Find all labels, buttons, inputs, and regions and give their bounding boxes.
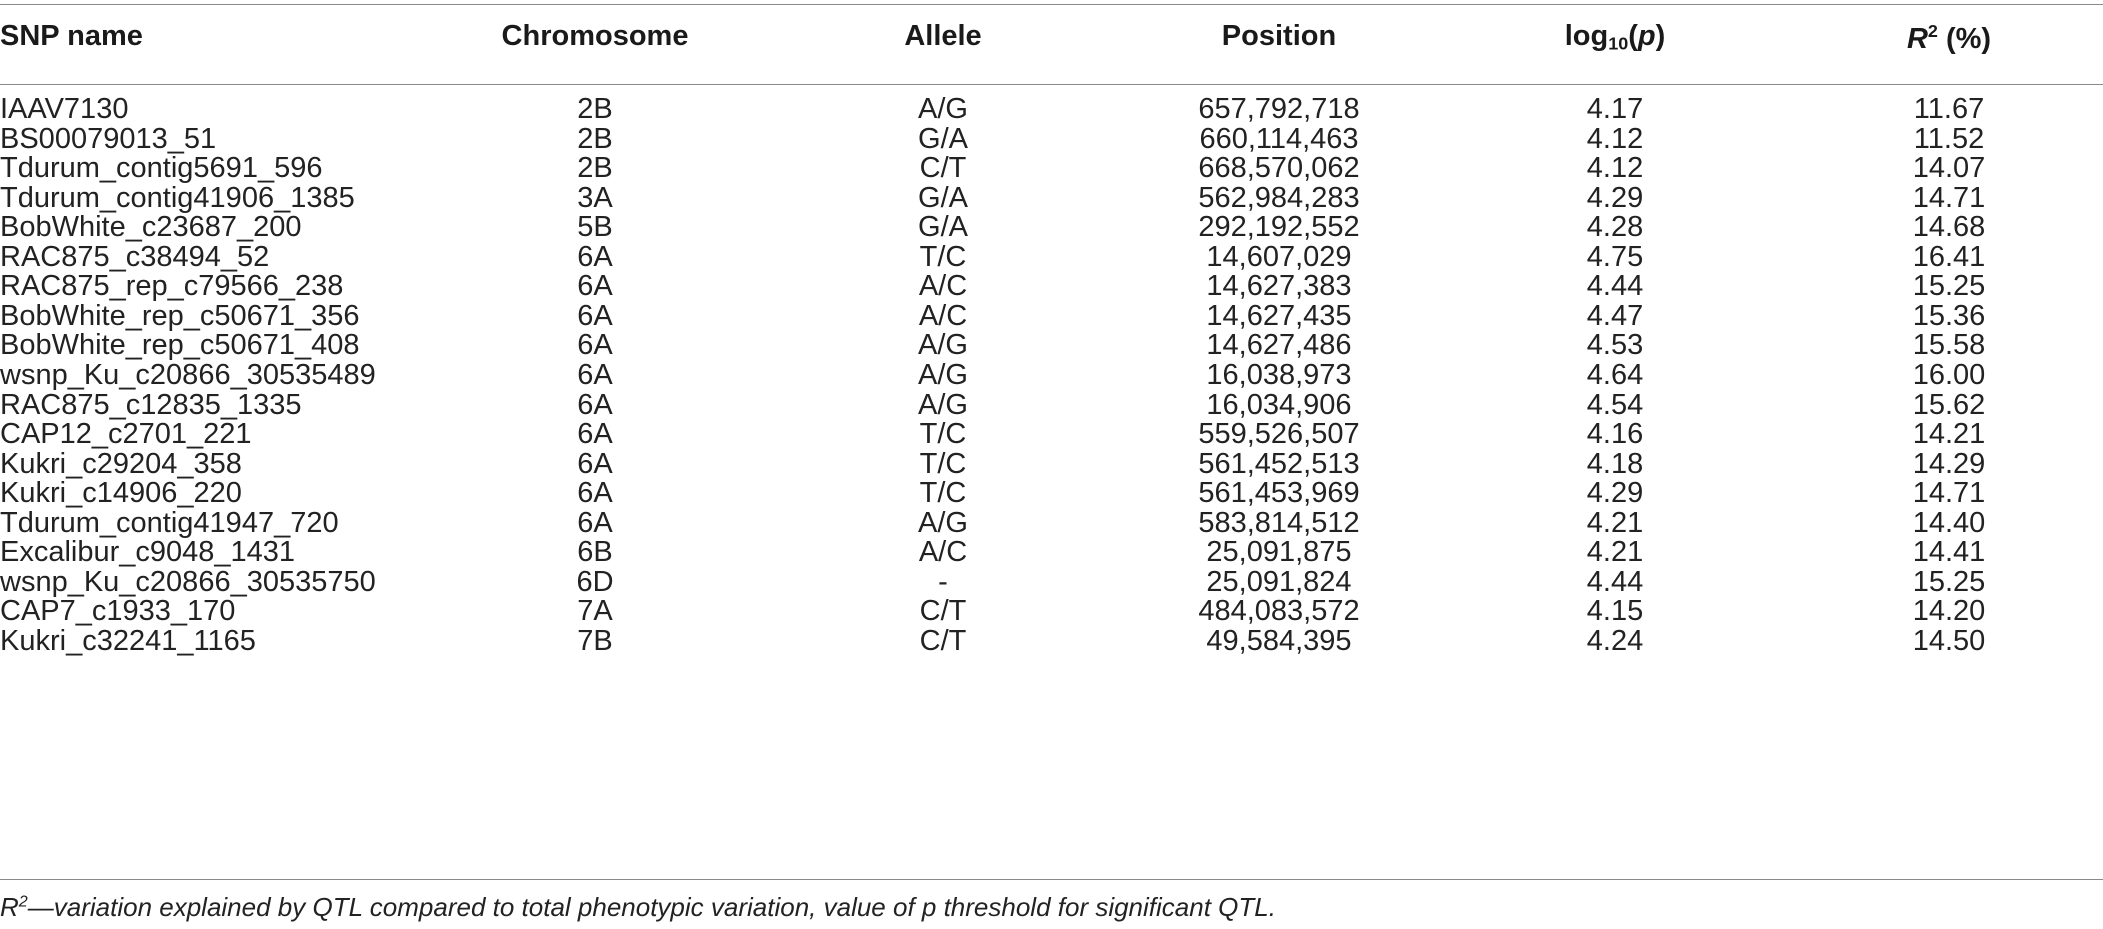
header-rule [0, 84, 2103, 85]
cell-position: 14,627,435 [1206, 299, 1352, 332]
cell-allele: T/C [919, 477, 967, 510]
cell-log-p: 4.18 [1586, 447, 1644, 480]
cell-allele: - [938, 565, 948, 598]
cell-chromosome: 6A [577, 506, 613, 539]
cell-log-p: 4.47 [1586, 299, 1644, 332]
cell-chromosome: 2B [577, 152, 613, 185]
cell-allele: G/A [918, 211, 968, 244]
cell-snp-name: Kukri_c14906_220 [0, 477, 242, 510]
cell-position: 668,570,062 [1198, 152, 1360, 185]
cell-allele: G/A [918, 181, 968, 214]
cell-chromosome: 6A [577, 299, 613, 332]
cell-snp-name: BS00079013_51 [0, 122, 217, 155]
cell-chromosome: 3A [577, 181, 613, 214]
cell-allele: A/C [918, 536, 968, 569]
cell-log-p: 4.15 [1586, 595, 1644, 628]
cell-allele: C/T [919, 152, 967, 185]
cell-r2: 14.71 [1912, 181, 1986, 214]
cell-allele: A/C [918, 270, 968, 303]
cell-snp-name: BobWhite_rep_c50671_356 [0, 299, 360, 332]
cell-log-p: 4.54 [1586, 388, 1644, 421]
cell-allele: T/C [919, 418, 967, 451]
cell-r2: 14.40 [1912, 506, 1986, 539]
table-header [0, 22, 2103, 66]
table-row [0, 624, 2103, 667]
cell-position: 14,627,486 [1206, 329, 1352, 362]
cell-chromosome: 6A [577, 240, 613, 273]
cell-snp-name: Excalibur_c9048_1431 [0, 536, 296, 569]
cell-position: 562,984,283 [1198, 181, 1360, 214]
cell-allele: T/C [919, 447, 967, 480]
cell-allele: G/A [918, 122, 968, 155]
cell-allele: T/C [919, 240, 967, 273]
cell-allele: A/G [918, 329, 968, 362]
cell-r2: 14.71 [1912, 477, 1986, 510]
cell-r2: 14.41 [1912, 536, 1986, 569]
cell-allele: A/C [918, 299, 968, 332]
header-snp-name: SNP name [0, 20, 143, 52]
cell-allele: A/G [918, 93, 968, 125]
cell-log-p: 4.21 [1586, 536, 1644, 569]
cell-log-p: 4.29 [1586, 181, 1644, 214]
header-position: Position [1221, 20, 1337, 52]
cell-r2: 16.00 [1912, 358, 1986, 391]
cell-snp-name: Tdurum_contig41947_720 [0, 506, 339, 539]
cell-log-p: 4.64 [1586, 358, 1644, 391]
cell-position: 25,091,875 [1206, 536, 1352, 569]
cell-snp-name: Tdurum_contig41906_1385 [0, 181, 355, 214]
cell-position: 25,091,824 [1206, 565, 1352, 598]
cell-log-p: 4.17 [1586, 93, 1644, 125]
cell-snp-name: wsnp_Ku_c20866_30535489 [0, 358, 376, 391]
cell-snp-name: CAP7_c1933_170 [0, 595, 236, 628]
cell-r2: 16.41 [1912, 240, 1986, 273]
cell-position: 660,114,463 [1199, 122, 1359, 155]
cell-log-p: 4.12 [1586, 122, 1644, 155]
cell-position: 657,792,718 [1198, 93, 1360, 125]
cell-allele: A/G [918, 388, 968, 421]
cell-snp-name: RAC875_c38494_52 [0, 240, 270, 273]
cell-chromosome: 6A [577, 358, 613, 391]
cell-position: 561,452,513 [1198, 447, 1360, 480]
header-chromosome: Chromosome [501, 20, 689, 52]
cell-log-p: 4.75 [1586, 240, 1644, 273]
cell-snp-name: RAC875_rep_c79566_238 [0, 270, 344, 303]
cell-chromosome: 6B [577, 536, 613, 569]
cell-r2: 15.62 [1912, 388, 1986, 421]
cell-position: 49,584,395 [1206, 624, 1352, 657]
cell-r2: 15.36 [1912, 299, 1986, 332]
cell-log-p: 4.21 [1586, 506, 1644, 539]
cell-position: 484,083,572 [1198, 595, 1360, 628]
cell-position: 292,192,552 [1198, 211, 1360, 244]
cell-r2: 14.07 [1912, 152, 1986, 185]
cell-chromosome: 2B [577, 93, 613, 125]
top-rule [0, 4, 2103, 5]
cell-log-p: 4.29 [1586, 477, 1644, 510]
cell-position: 14,607,029 [1206, 240, 1352, 273]
cell-snp-name: Kukri_c32241_1165 [0, 624, 256, 657]
cell-position: 559,526,507 [1198, 418, 1360, 451]
cell-chromosome: 6A [577, 477, 613, 510]
cell-r2: 11.67 [1913, 93, 1985, 125]
cell-r2: 15.58 [1912, 329, 1986, 362]
cell-r2: 14.20 [1912, 595, 1986, 628]
cell-chromosome: 2B [577, 122, 613, 155]
cell-position: 16,034,906 [1206, 388, 1352, 421]
cell-r2: 15.25 [1912, 270, 1986, 303]
cell-position: 14,627,383 [1206, 270, 1352, 303]
cell-allele: A/G [918, 506, 968, 539]
header-allele: Allele [904, 20, 982, 52]
cell-allele: C/T [919, 595, 967, 628]
bottom-rule [0, 879, 2103, 880]
cell-r2: 14.29 [1912, 447, 1986, 480]
cell-chromosome: 6D [576, 565, 614, 598]
cell-log-p: 4.16 [1586, 418, 1644, 451]
cell-snp-name: Kukri_c29204_358 [0, 447, 242, 480]
cell-r2: 11.52 [1913, 122, 1985, 155]
cell-r2: 14.50 [1912, 624, 1986, 657]
cell-snp-name: CAP12_c2701_221 [0, 418, 252, 451]
cell-r2: 14.68 [1912, 211, 1986, 244]
cell-r2: 15.25 [1912, 565, 1986, 598]
cell-r2: 14.21 [1912, 418, 1986, 451]
cell-log-p: 4.24 [1586, 624, 1644, 657]
cell-position: 583,814,512 [1198, 506, 1360, 539]
cell-chromosome: 6A [577, 270, 613, 303]
cell-chromosome: 7B [577, 624, 613, 657]
cell-log-p: 4.12 [1586, 152, 1644, 185]
cell-position: 16,038,973 [1206, 358, 1352, 391]
cell-position: 561,453,969 [1198, 477, 1360, 510]
cell-snp-name: IAAV7130 [0, 93, 129, 125]
table-footnote: $R^2—variation$ explained by QTL compared to total phenotypic variation, value of p threshold for significant QTL. [0, 892, 1276, 922]
cell-chromosome: 6A [577, 388, 613, 421]
cell-chromosome: 6A [577, 329, 613, 362]
cell-chromosome: 7A [577, 595, 613, 628]
cell-log-p: 4.44 [1586, 565, 1644, 598]
cell-allele: A/G [918, 358, 968, 391]
cell-allele: C/T [919, 624, 967, 657]
cell-log-p: 4.53 [1586, 329, 1644, 362]
cell-chromosome: 5B [577, 211, 613, 244]
header-log-p: $\log_{10}(p)$ [1564, 20, 1666, 54]
cell-snp-name: Tdurum_contig5691_596 [0, 152, 323, 185]
cell-snp-name: BobWhite_c23687_200 [0, 211, 302, 244]
header-r2: $R^2$ (%) [1906, 21, 1992, 55]
cell-log-p: 4.28 [1586, 211, 1644, 244]
cell-log-p: 4.44 [1586, 270, 1644, 303]
cell-snp-name: BobWhite_rep_c50671_408 [0, 329, 360, 362]
cell-chromosome: 6A [577, 418, 613, 451]
cell-snp-name: RAC875_c12835_1335 [0, 388, 302, 421]
cell-chromosome: 6A [577, 447, 613, 480]
cell-snp-name: wsnp_Ku_c20866_30535750 [0, 565, 376, 598]
